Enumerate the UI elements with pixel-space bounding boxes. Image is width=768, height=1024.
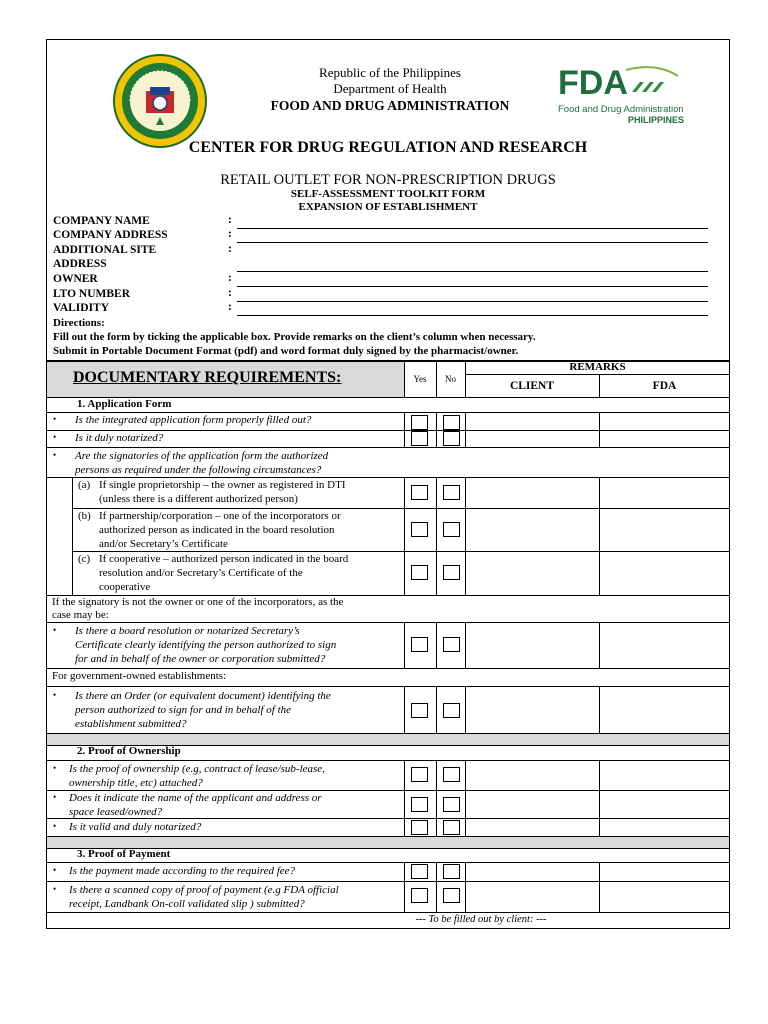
question-ownership-line-1: Is the proof of ownership (e.g, contract of lease/sub-lease, (69, 763, 325, 775)
question-order-line-1: Is there an Order (or equivalent document) identifying the (75, 690, 331, 702)
remarks-header: REMARKS (569, 361, 626, 373)
col-line (599, 412, 600, 447)
validity-field[interactable] (237, 315, 708, 316)
yes-checkbox[interactable] (411, 485, 428, 500)
yes-checkbox[interactable] (411, 767, 428, 782)
owner-field[interactable] (237, 286, 708, 287)
option-b-label: (b) (78, 510, 91, 522)
bullet-icon: • (53, 763, 57, 773)
title-toolkit: SELF-ASSESSMENT TOOLKIT FORM (290, 188, 486, 200)
colon: : (228, 272, 232, 284)
option-b-line-3: and/or Secretary’s Certificate (99, 538, 228, 550)
remarks-divider (465, 374, 730, 375)
bullet-icon: • (53, 884, 57, 894)
question-applicant-name-line-2: space leased/owned? (69, 806, 163, 818)
col-line (404, 862, 405, 912)
row-line (46, 733, 730, 734)
question-board-resolution-line-1: Is there a board resolution or notarized Secretary’s (75, 625, 300, 637)
col-line (436, 412, 437, 447)
col-line (599, 622, 600, 668)
directions-line-1: Fill out the form by ticking the applicable box. Provide remarks on the client’s column when necessary. (53, 331, 536, 343)
question-order-line-3: establishment submitted? (75, 718, 187, 730)
col-line (465, 412, 466, 447)
question-applicant-name-line-1: Does it indicate the name of the applicant and address or (69, 792, 322, 804)
no-checkbox[interactable] (443, 485, 460, 500)
col-line (465, 477, 466, 595)
spacer-shade (47, 733, 729, 745)
option-a-label: (a) (78, 479, 91, 491)
yes-checkbox[interactable] (411, 820, 428, 835)
directions-line-2: Submit in Portable Document Format (pdf) and word format duly signed by the pharmacist/owner. (53, 345, 519, 357)
yes-checkbox[interactable] (411, 797, 428, 812)
col-line (404, 622, 405, 668)
option-c-line-1: If cooperative – authorized person indicated in the board (99, 553, 349, 565)
yes-checkbox[interactable] (411, 637, 428, 652)
footer-note: --- To be filled out by client: --- (415, 914, 547, 925)
company-name-label: COMPANY NAME (53, 215, 150, 227)
government-note: For government-owned establishments: (52, 670, 227, 682)
question-properly-filled: Is the integrated application form properly filled out? (75, 414, 312, 426)
option-c-line-2: resolution and/or Secretary’s Certificate of the (99, 567, 303, 579)
no-checkbox[interactable] (443, 864, 460, 879)
doh-seal-logo (112, 53, 208, 149)
col-line (465, 760, 466, 836)
col-line (465, 862, 466, 912)
company-address-field[interactable] (237, 242, 708, 243)
row-line (46, 668, 730, 669)
question-board-resolution-line-2: Certificate clearly identifying the person authorized to sign (75, 639, 337, 651)
question-ownership-line-2: ownership title, etc) attached? (69, 777, 203, 789)
colon: : (228, 287, 232, 299)
col-line (436, 477, 437, 595)
company-name-field[interactable] (237, 228, 708, 229)
col-line (599, 686, 600, 733)
company-address-label: COMPANY ADDRESS (53, 229, 168, 241)
colon: : (228, 301, 232, 313)
col-line (436, 622, 437, 668)
no-checkbox[interactable] (443, 565, 460, 580)
documentary-requirements-heading: DOCUMENTARY REQUIREMENTS: (73, 369, 342, 386)
yes-checkbox[interactable] (411, 703, 428, 718)
option-a-line-2: (unless there is a different authorized person) (99, 493, 298, 505)
section-proof-of-payment: 3. Proof of Payment (77, 848, 171, 860)
question-board-resolution-line-3: for and in behalf of the owner or corporation submitted? (75, 653, 326, 665)
row-line (46, 760, 730, 761)
svg-text:FDA: FDA (558, 64, 628, 102)
col-line (404, 760, 405, 836)
header-department: Department of Health (333, 81, 447, 96)
col-line (599, 760, 600, 836)
col-line (404, 477, 405, 595)
option-b-line-2: authorized person as indicated in the board resolution (99, 524, 335, 536)
col-line (465, 686, 466, 733)
no-checkbox[interactable] (443, 888, 460, 903)
question-valid-notarized: Is it valid and duly notarized? (69, 821, 202, 833)
col-line (436, 686, 437, 733)
bullet-icon: • (53, 450, 57, 460)
question-scanned-copy-line-2: receipt, Landbank On-coll validated slip ) submitted? (69, 898, 305, 910)
header-agency: FOOD AND DRUG ADMINISTRATION (270, 98, 510, 113)
col-line (404, 686, 405, 733)
lto-number-field[interactable] (237, 301, 708, 302)
question-payment-fee: Is the payment made according to the required fee? (69, 865, 296, 877)
no-checkbox[interactable] (443, 431, 460, 446)
bullet-icon: • (53, 690, 57, 700)
row-line (46, 686, 730, 687)
row-line (46, 912, 730, 913)
bullet-icon: • (53, 865, 57, 875)
section-application-form: 1. Application Form (77, 398, 172, 410)
row-line (46, 622, 730, 623)
no-checkbox[interactable] (443, 703, 460, 718)
col-line (599, 477, 600, 595)
bullet-icon: • (53, 414, 57, 424)
svg-text:Food and Drug Administration: Food and Drug Administration (558, 104, 684, 115)
spacer-shade (47, 836, 729, 848)
yes-checkbox[interactable] (411, 888, 428, 903)
bullet-icon: • (53, 432, 57, 442)
no-checkbox[interactable] (443, 797, 460, 812)
no-checkbox[interactable] (443, 637, 460, 652)
owner-label: OWNER (53, 273, 98, 285)
option-b-line-1: If partnership/corporation – one of the incorporators or (99, 510, 341, 522)
question-notarized: Is it duly notarized? (75, 432, 164, 444)
yes-header: Yes (413, 374, 427, 384)
additional-site-field[interactable] (237, 271, 708, 272)
title-outlet: RETAIL OUTLET FOR NON-PRESCRIPTION DRUGS (220, 172, 556, 188)
signatory-note-line-2: case may be: (52, 609, 109, 621)
section-proof-of-ownership: 2. Proof of Ownership (77, 745, 181, 757)
validity-label: VALIDITY (53, 302, 110, 314)
col-line (436, 760, 437, 836)
yes-checkbox[interactable] (411, 864, 428, 879)
no-checkbox[interactable] (443, 767, 460, 782)
yes-checkbox[interactable] (411, 415, 428, 430)
colon: : (228, 214, 232, 226)
additional-site-label-2: ADDRESS (53, 258, 107, 270)
title-expansion: EXPANSION OF ESTABLISHMENT (298, 201, 478, 213)
yes-checkbox[interactable] (411, 522, 428, 537)
col-line (465, 622, 466, 668)
col-line (404, 412, 405, 447)
additional-site-label: ADDITIONAL SITE (53, 244, 157, 256)
question-signatories-line-2: persons as required under the following circumstances? (75, 464, 322, 476)
option-c-line-3: cooperative (99, 581, 151, 593)
directions-label: Directions: (53, 317, 105, 329)
colon: : (228, 228, 232, 240)
client-header: CLIENT (509, 380, 555, 392)
col-line (436, 862, 437, 912)
question-order-line-2: person authorized to sign for and in behalf of the (75, 704, 292, 716)
col-line (599, 862, 600, 912)
lto-number-label: LTO NUMBER (53, 288, 131, 300)
fda-header: FDA (652, 380, 677, 392)
option-c-label: (c) (78, 553, 91, 565)
no-checkbox[interactable] (443, 522, 460, 537)
svg-text:PHILIPPINES: PHILIPPINES (628, 115, 685, 125)
row-line (46, 836, 730, 837)
bullet-icon: • (53, 625, 57, 635)
signatory-note-line-1: If the signatory is not the owner or one of the incorporators, as the (52, 596, 344, 608)
bullet-icon: • (53, 821, 57, 831)
title-center: CENTER FOR DRUG REGULATION AND RESEARCH (188, 139, 588, 156)
yes-checkbox[interactable] (411, 565, 428, 580)
yes-checkbox[interactable] (411, 431, 428, 446)
bullet-icon: • (53, 792, 57, 802)
no-checkbox[interactable] (443, 415, 460, 430)
header-republic: Republic of the Philippines (319, 65, 461, 80)
no-checkbox[interactable] (443, 820, 460, 835)
option-a-line-1: If single proprietorship – the owner as registered in DTI (99, 479, 346, 491)
col-line (72, 477, 73, 595)
question-scanned-copy-line-1: Is there a scanned copy of proof of payment (e.g FDA official (69, 884, 339, 896)
no-header: No (445, 374, 456, 384)
row-line (46, 447, 730, 448)
fda-logo (556, 60, 686, 128)
row-line (46, 881, 730, 882)
question-signatories-line-1: Are the signatories of the application form the authorized (75, 450, 329, 462)
colon: : (228, 243, 232, 255)
row-line (46, 862, 730, 863)
